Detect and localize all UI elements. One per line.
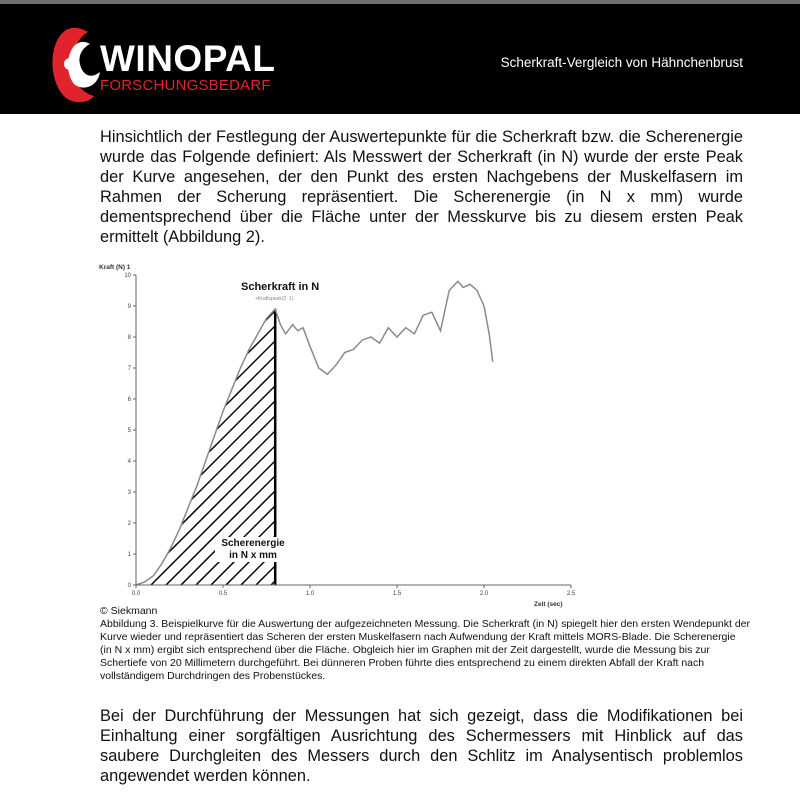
- hatch-line: [481, 265, 595, 585]
- hatch-line: [301, 265, 595, 585]
- hatch-line: [421, 265, 595, 585]
- x-tick-label: 2.5: [566, 591, 576, 597]
- hatch-line: [136, 265, 456, 585]
- hatch-line: [95, 265, 171, 585]
- page-header: [0, 4, 800, 114]
- y-ticks: [124, 273, 136, 589]
- y-tick-label: 8: [127, 335, 131, 341]
- shear-force-chart: [95, 258, 595, 610]
- force-curve-line: [136, 281, 493, 585]
- hatch-line: [95, 265, 186, 585]
- peak-small-label: +Kraftspeak(2: 1): [255, 296, 294, 302]
- y-axis-label: Kraft (N) 1: [99, 264, 131, 271]
- y-tick-label: 9: [127, 304, 131, 310]
- hatch-line: [166, 265, 486, 585]
- y-tick-label: 4: [127, 459, 131, 465]
- hatch-line: [95, 265, 201, 585]
- x-tick-label: 1.5: [392, 591, 402, 597]
- hatch-line: [361, 265, 595, 585]
- hatch-line: [316, 265, 595, 585]
- y-tick-label: 0: [127, 583, 131, 589]
- hatch-line: [95, 265, 216, 585]
- intro-paragraph: Hinsichtlich der Festlegung der Auswertepunkte für die Scherkraft bzw. die Scherenergie wurde das Folgende definiert: Als Messwert der Scherkraft (in N) wurde der erste Peak der Kurve angesehen, der den Punkt des ersten Nachgebens der Muskelfasern im Rahmen der Scherung repräsentiert. Die Scherenergie (in N x mm) wurde dementsprechend über die Fläche unter der Messkurve bis zu diesem ersten Peak ermittelt (Abbildung 2).: [100, 128, 743, 246]
- hatch-line: [511, 265, 595, 585]
- peak-label: Scherkraft in N: [241, 281, 320, 293]
- y-tick-label: 10: [124, 273, 131, 279]
- image-credit: © Siekmann: [100, 605, 158, 617]
- y-tick-label: 6: [127, 397, 131, 403]
- brand-name: WINOPAL: [100, 38, 276, 79]
- hatch-line: [151, 265, 471, 585]
- hatch-line: [451, 265, 595, 585]
- x-tick-label: 2.0: [479, 591, 489, 597]
- area-label-line2: in N x mm: [229, 550, 277, 561]
- x-tick-label: 0.0: [131, 591, 141, 597]
- hatch-line: [256, 265, 576, 585]
- hatch-line: [286, 265, 595, 585]
- x-tick-label: 0.5: [218, 591, 228, 597]
- y-tick-label: 5: [127, 428, 131, 434]
- hatch-line: [496, 265, 595, 585]
- y-tick-label: 2: [127, 521, 131, 527]
- hatch-line: [436, 265, 595, 585]
- y-tick-label: 3: [127, 490, 131, 496]
- hatch-line: [406, 265, 595, 585]
- document-title: Scherkraft-Vergleich von Hähnchenbrust: [500, 55, 743, 70]
- x-tick-label: 1.0: [305, 591, 315, 597]
- x-axis-label: Zeit (sec): [534, 601, 563, 608]
- y-tick-label: 7: [127, 366, 131, 372]
- figure-caption: Abbildung 3. Beispielkurve für die Auswertung der aufgezeichneten Messung. Die Scherkraft (in N) spiegelt hier den ersten Wendepunkt der Kurve wieder und repräsentiert das Scheren der ersten Muskelfasern nach Aufwendung der Kraft mittels MORS-Blade. Die Scherenergie (in N x mm) ergibt sich entsprechend über die Fläche. Obgleich hier im Graphen mit der Zeit dargestellt, wurde die Messung bis zur Schertiefe von 20 Millimetern durchgeführt. Bei dünneren Proben führte dies entsprechend zu einem direkten Abfall der Kraft nach vollständigem Durchdringen des Probenstückes.: [100, 618, 751, 682]
- hatch-line: [331, 265, 595, 585]
- hatch-line: [95, 265, 156, 585]
- hatch-line: [391, 265, 595, 585]
- x-ticks: [132, 585, 576, 597]
- energy-area-hatching: [95, 265, 595, 585]
- area-label-line1: Scherenergie: [221, 538, 285, 549]
- y-tick-label: 1: [127, 552, 131, 558]
- hatch-line: [346, 265, 595, 585]
- hatch-line: [95, 265, 231, 585]
- brand-subtitle: FORSCHUNGSBEDARF: [100, 77, 271, 94]
- closing-paragraph: Bei der Durchführung der Messungen hat sich gezeigt, dass die Modifikationen bei Einhaltung einer sorgfältigen Ausrichtung des Schermessers mit Hinblick auf das saubere Durchgleiten des Messers durch den Schlitz im Analysentisch problemlos angewendet werden können.: [100, 707, 743, 785]
